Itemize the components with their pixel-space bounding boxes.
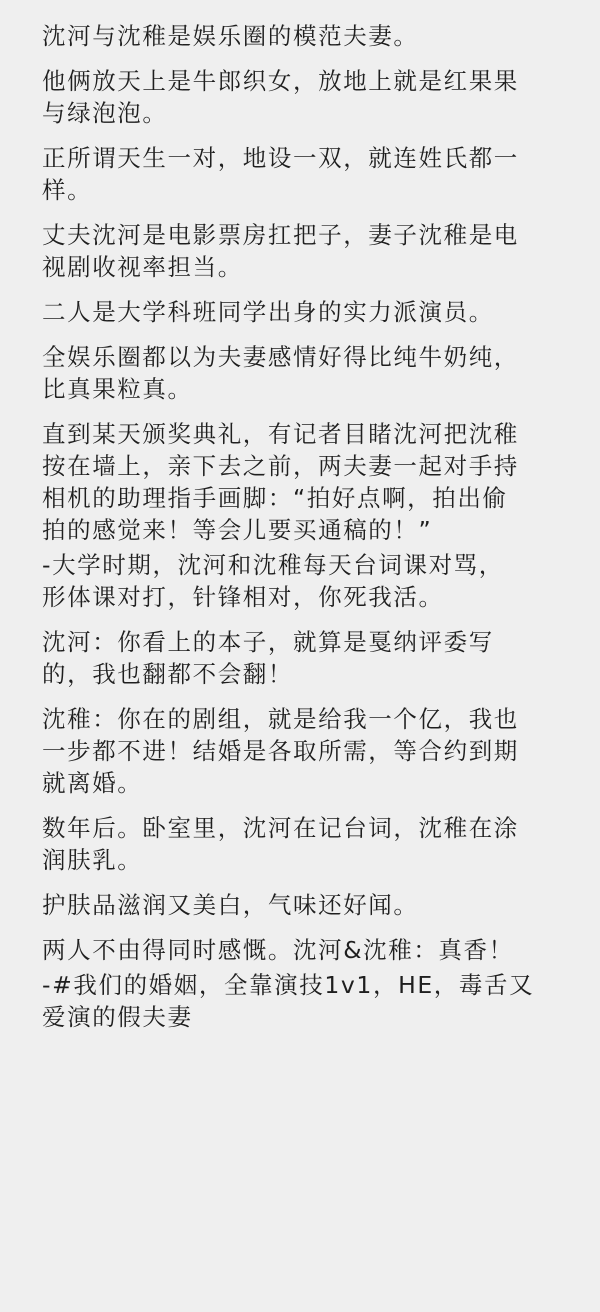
- text-line: 沈河与沈稚是娱乐圈的模范夫妻。: [42, 22, 419, 50]
- paragraph: [42, 20, 570, 52]
- text-line: 正所谓天生一对，地设一双，就连姓氏都一: [42, 144, 519, 172]
- text-line: 就离婚。: [42, 769, 143, 797]
- text-line: 沈河：你看上的本子，就算是戛纳评委写: [42, 628, 494, 656]
- text-line: 相机的助理指手画脚：“拍好点啊，拍出偷: [42, 484, 508, 512]
- text-line: 直到某天颁奖典礼，有记者目睹沈河把沈稚: [42, 420, 519, 448]
- text-line: -#我们的婚姻，全靠演技1v1，HE，毒舌又: [42, 971, 535, 999]
- text-line: 护肤品滋润又美白，气味还好闻。: [42, 891, 419, 919]
- text-line: 二人是大学科班同学出身的实力派演员。: [42, 298, 494, 326]
- paragraph: [42, 549, 570, 613]
- text-line: 爱演的假夫妻: [42, 1003, 193, 1031]
- text-line: 与绿泡泡。: [42, 99, 168, 127]
- paragraph: [42, 65, 570, 129]
- text-line: 沈稚：你在的剧组，就是给我一个亿，我也: [42, 705, 519, 733]
- paragraph: [42, 703, 570, 799]
- paragraph: [42, 934, 570, 966]
- text-line: 形体课对打，针锋相对，你死我活。: [42, 583, 444, 611]
- paragraph: [42, 812, 570, 876]
- paragraph: [42, 341, 570, 405]
- paragraph: [42, 142, 570, 206]
- paragraph: [42, 219, 570, 283]
- text-line: 数年后。卧室里，沈河在记台词，沈稚在涂: [42, 814, 519, 842]
- text-line: 他俩放天上是牛郎织女，放地上就是红果果: [42, 67, 519, 95]
- text-line: 全娱乐圈都以为夫妻感情好得比纯牛奶纯，: [42, 343, 519, 371]
- text-line: 比真果粒真。: [42, 375, 193, 403]
- text-line: 的，我也翻都不会翻！: [42, 660, 293, 688]
- text-line: -大学时期，沈河和沈稚每天台词课对骂，: [42, 551, 504, 579]
- text-line: 按在墙上，亲下去之前，两夫妻一起对手持: [42, 452, 519, 480]
- text-line: 两人不由得同时感慨。沈河&沈稚：真香！: [42, 936, 514, 964]
- text-line: 润肤乳。: [42, 846, 143, 874]
- text-line: 丈夫沈河是电影票房扛把子，妻子沈稚是电: [42, 221, 519, 249]
- text-line: 样。: [42, 176, 93, 204]
- text-line: 视剧收视率担当。: [42, 253, 243, 281]
- text-line: 一步都不进！结婚是各取所需，等合约到期: [42, 737, 519, 765]
- paragraph: [42, 969, 570, 1033]
- paragraph: [42, 626, 570, 690]
- text-line: 拍的感觉来！等会儿要买通稿的！”: [42, 516, 433, 544]
- paragraph: [42, 889, 570, 921]
- paragraph: [42, 296, 570, 328]
- paragraph: [42, 418, 570, 546]
